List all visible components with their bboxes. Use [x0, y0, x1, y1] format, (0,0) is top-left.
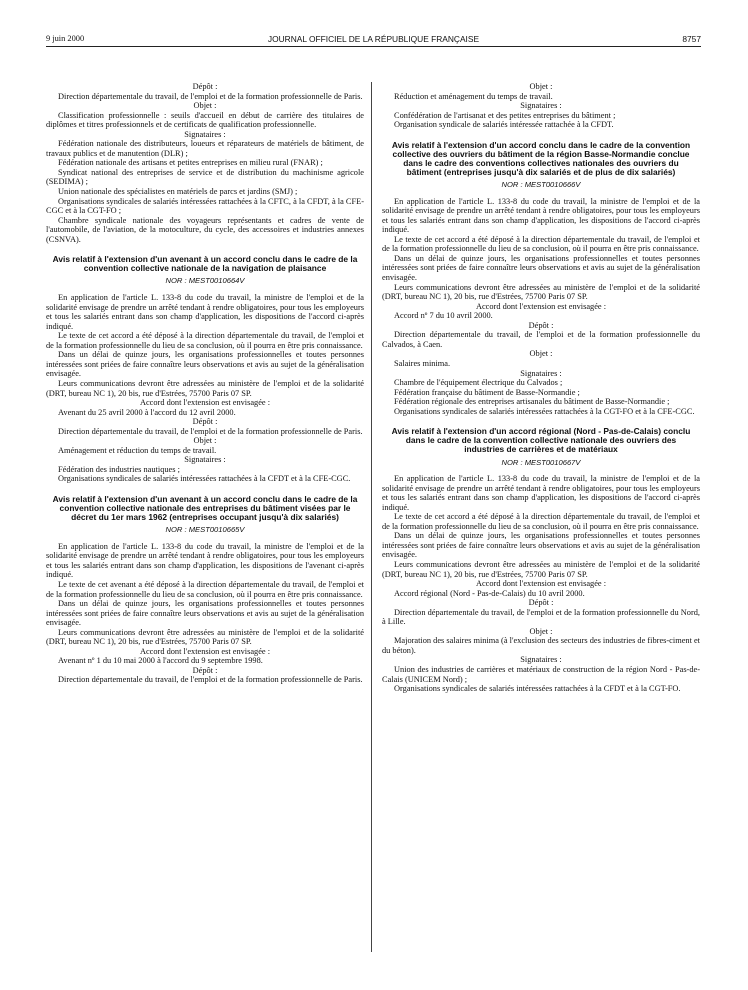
paragraph: En application de l'article L. 133-8 du code du travail, la ministre de l'emploi et de la solidarité envisage de prendre un arrêté tendant à rendre obligatoires, pour tous les employeurs et tous les salariés entrant dans son champ d'application, les dispositions de l'avenant ci-après indiqué.	[46, 541, 364, 580]
signatory: Chambre syndicale nationale des voyageurs représentants et cadres de vente de l'automobile, de l'aviation, de la motoculture, du cycle, des accessoires et industries annexes (CSNVA).	[46, 215, 364, 244]
paragraph: En application de l'article L. 133-8 du code du travail, la ministre de l'emploi et de la solidarité envisage de prendre un arrêté tendant à rendre obligatoires, pour tous les employeurs et tous les salariés entrant dans son champ d'application, les dispositions de l'accord ci-après indiqué.	[382, 474, 700, 512]
label-objet: Objet :	[193, 101, 217, 111]
signatory: Organisation syndicale de salariés intéressée rattachée à la CFDT.	[394, 120, 614, 130]
label-depot: Dépôt :	[192, 417, 218, 427]
paragraph: Classification professionnelle : seuils d'accueil en début de carrière des titulaires de diplômes et titres professionnels et de certificats de qualification professionnelle.	[46, 110, 364, 130]
label-depot: Dépôt :	[192, 665, 218, 675]
label-accord: Accord dont l'extension est envisagée :	[139, 398, 271, 408]
nor-reference: NOR : MEST0010664V	[165, 276, 245, 286]
label-depot: Dépôt :	[192, 82, 218, 91]
paragraph: Réduction et aménagement du temps de travail.	[394, 91, 553, 101]
signatory: Fédération française du bâtiment de Basse-Normandie ;	[394, 387, 580, 397]
label-signataires: Signataires :	[520, 655, 562, 665]
paragraph: Le texte de cet accord a été déposé à la direction départementale du travail, de l'emploi et de la formation professionnelle du lieu de sa conclusion, où il pourra en être pris connaissance.	[46, 331, 364, 350]
paragraph: Avenant nº 1 du 10 mai 2000 à l'accord du 9 septembre 1998.	[58, 656, 263, 666]
paragraph: Majoration des salaires minima (à l'exclusion des secteurs des industries de fibres-ciment et du béton).	[382, 636, 700, 655]
label-objet: Objet :	[529, 82, 553, 91]
paragraph: Leurs communications devront être adressées au ministère de l'emploi et de la solidarité (DRT, bureau NC 1), 20 bis, rue d'Estrées, 75700 Paris 07 SP.	[382, 559, 700, 579]
label-objet: Objet :	[529, 349, 553, 359]
page-header	[46, 34, 701, 47]
paragraph: Aménagement et réduction du temps de travail.	[58, 445, 217, 455]
paragraph: Leurs communications devront être adressées au ministère de l'emploi et de la solidarité (DRT, bureau NC 1), 20 bis, rue d'Estrées, 75700 Paris 07 SP.	[46, 378, 364, 398]
signatory: Fédération nationale des artisans et petites entreprises en milieu rural (FNAR) ;	[58, 158, 323, 168]
signatory: Chambre de l'équipement électrique du Calvados ;	[394, 378, 563, 388]
label-signataires: Signataires :	[520, 101, 562, 111]
paragraph: Accord nº 7 du 10 avril 2000.	[394, 311, 493, 321]
label-depot: Dépôt :	[528, 320, 554, 330]
left-column	[46, 82, 364, 685]
column-divider	[371, 82, 372, 952]
notice-title: Avis relatif à l'extension d'un avenant à un accord conclu dans le cadre de la convention collective nationale de la navigation de plaisance	[52, 254, 358, 274]
paragraph: Le texte de cet accord a été déposé à la direction départementale du travail, de l'emploi et de la formation professionnelle du lieu de sa conclusion, où il pourra en être pris connaissance.	[382, 512, 700, 531]
right-column	[382, 82, 700, 694]
nor-reference: NOR : MEST0010667V	[501, 457, 581, 467]
label-accord: Accord dont l'extension est envisagée :	[475, 579, 607, 589]
header-date: 9 juin 2000	[46, 34, 85, 43]
signatory: Organisations syndicales de salariés intéressées rattachées à la CGT-FO et à la CFE-CGC.	[394, 406, 695, 416]
notice-title: Avis relatif à l'extension d'un accord conclu dans le cadre de la convention collective des ouvriers du bâtiment de la région Basse-Normandie conclue dans le cadre des conventions collectives nationales des ouvriers du bâtiment (entreprises jusqu'à dix salariés et de plus de dix salariés)	[391, 139, 691, 178]
paragraph: Avenant du 25 avril 2000 à l'accord du 12 avril 2000.	[58, 407, 236, 417]
paragraph: Dans un délai de quinze jours, les organisations professionnelles et toutes personnes intéressées sont priées de faire connaître leurs observations et avis au sujet de la généralisation envisagée.	[382, 531, 700, 560]
paragraph: Salaires minima.	[394, 358, 451, 368]
paragraph: Le texte de cet accord a été déposé à la direction départementale du travail, de l'emploi et de la formation professionnelle du lieu de sa conclusion, où il pourra en être pris connaissance.	[382, 234, 700, 254]
label-accord: Accord dont l'extension est envisagée :	[139, 646, 271, 656]
paragraph: Direction départementale du travail, de l'emploi et de la formation professionnelle du Nord, à Lille.	[382, 607, 700, 627]
paragraph: Direction départementale du travail, de l'emploi et de la formation professionnelle de Paris.	[58, 91, 363, 101]
page-number: 8757	[682, 34, 701, 44]
paragraph: Leurs communications devront être adressées au ministère de l'emploi et de la solidarité (DRT, bureau NC 1), 20 bis, rue d'Estrées, 75700 Paris 07 SP.	[382, 282, 700, 302]
journal-title: JOURNAL OFFICIEL DE LA RÉPUBLIQUE FRANÇAISE	[267, 34, 480, 44]
label-depot: Dépôt :	[528, 598, 554, 608]
signatory: Fédération nationale des distributeurs, loueurs et réparateurs de matériels de bâtiment, de travaux publics et de manutention (DLR) ;	[46, 139, 364, 158]
signatory: Confédération de l'artisanat et des petites entreprises du bâtiment ;	[394, 110, 616, 120]
nor-reference: NOR : MEST0010666V	[501, 180, 581, 190]
notice-title: Avis relatif à l'extension d'un avenant à un accord conclu dans le cadre de la convention collective nationale des entreprises du bâtiment visées par le décret du 1er mars 1962 (entreprises occupant jusqu'à dix salariés)	[52, 493, 358, 523]
paragraph: Direction départementale du travail, de l'emploi et de la formation professionnelle de Paris.	[58, 675, 363, 685]
paragraph: En application de l'article L. 133-8 du code du travail, la ministre de l'emploi et de la solidarité envisage de prendre un arrêté tendant à rendre obligatoires, pour tous les employeurs et tous les salariés entrant dans son champ d'application, les dispositions de l'accord ci-après indiqué.	[46, 293, 364, 331]
signatory: Union des industries de carrières et matériaux de construction de la région Nord - Pas-de-Calais (UNICEM Nord) ;	[382, 665, 700, 684]
nor-reference: NOR : MEST0010665V	[165, 525, 245, 535]
paragraph: Leurs communications devront être adressées au ministère de l'emploi et de la solidarité (DRT, bureau NC 1), 20 bis, rue d'Estrées, 75700 Paris 07 SP.	[46, 627, 364, 647]
signatory: Organisations syndicales de salariés intéressées rattachées à la CFDT et à la CFE-CGC.	[58, 474, 351, 484]
signatory: Union nationale des spécialistes en matériels de parcs et jardins (SMJ) ;	[58, 187, 298, 197]
label-signataires: Signataires :	[184, 455, 226, 465]
notice-title: Avis relatif à l'extension d'un accord régional (Nord - Pas-de-Calais) conclu dans le cadre de la convention collective nationale des ouvriers des industries de carrières et de matériaux	[391, 426, 691, 455]
signatory: Fédération régionale des entreprises artisanales du bâtiment de Basse-Normandie ;	[394, 397, 670, 407]
paragraph: Direction départementale du travail, de l'emploi et de la formation professionnelle du Calvados, à Caen.	[382, 330, 700, 349]
label-signataires: Signataires :	[184, 129, 226, 139]
paragraph: Le texte de cet avenant a été déposé à la direction départementale du travail, de l'emploi et de la formation professionnelle du lieu de sa conclusion, où il pourra en être pris connaissance.	[46, 579, 364, 599]
paragraph: Dans un délai de quinze jours, les organisations professionnelles et toutes personnes intéressées sont priées de faire connaître leurs observations et avis au sujet de la généralisation envisagée.	[382, 253, 700, 283]
label-objet: Objet :	[529, 626, 553, 636]
signatory: Organisations syndicales de salariés intéressées rattachées à la CFDT et à la CGT-FO.	[394, 684, 681, 694]
paragraph: Dans un délai de quinze jours, les organisations professionnelles et toutes personnes intéressées sont priées de faire connaître leurs observations et avis au sujet de la généralisation envisagée.	[46, 350, 364, 379]
signatory: Organisations syndicales de salariés intéressées rattachées à la CFTC, à la CFDT, à la CFE-CGC et à la CGT-FO ;	[46, 196, 364, 216]
label-objet: Objet :	[193, 436, 217, 446]
paragraph: Dans un délai de quinze jours, les organisations professionnelles et toutes personnes intéressées sont priées de faire connaître leurs observations et avis au sujet de la généralisation envisagée.	[46, 599, 364, 628]
label-accord: Accord dont l'extension est envisagée :	[475, 301, 607, 311]
signatory: Syndicat national des entreprises de service et de distribution du machinisme agricole (SEDIMA) ;	[46, 167, 364, 187]
label-signataires: Signataires :	[520, 368, 562, 378]
signatory: Fédération des industries nautiques ;	[58, 464, 180, 474]
paragraph: En application de l'article L. 133-8 du code du travail, la ministre de l'emploi et de la solidarité envisage de prendre un arrêté tendant à rendre obligatoires, pour tous les employeurs et tous les salariés entrant dans son champ d'application, les dispositions de l'accord ci-après indiqué.	[382, 196, 700, 235]
paragraph: Direction départementale du travail, de l'emploi et de la formation professionnelle de Paris.	[58, 426, 363, 436]
paragraph: Accord régional (Nord - Pas-de-Calais) du 10 avril 2000.	[394, 588, 585, 598]
